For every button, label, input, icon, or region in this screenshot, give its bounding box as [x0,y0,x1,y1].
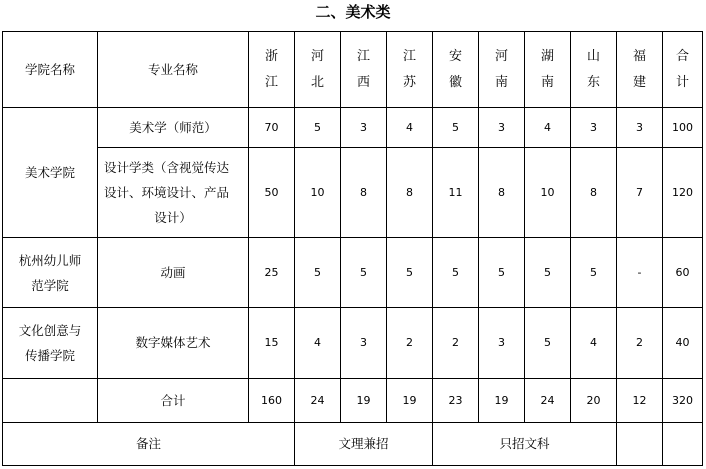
empty-cell [617,423,663,466]
table-row [3,308,703,379]
value-cell: 12 [617,379,663,423]
major-cell: 动画 [98,238,249,308]
header-province: 河 南 [479,32,525,108]
value-cell: 5 [525,308,571,379]
value-cell: 19 [387,379,433,423]
value-cell: 70 [249,108,295,148]
header-province: 安 徽 [433,32,479,108]
value-cell: 23 [433,379,479,423]
value-cell: 3 [479,108,525,148]
empty-cell [663,423,703,466]
value-cell: 3 [571,108,617,148]
total-row [3,379,703,423]
value-cell: 4 [295,308,341,379]
total-cell: 120 [663,148,703,238]
notes-arts-science: 文理兼招 [295,423,433,466]
major-cell: 美术学（师范） [98,108,249,148]
header-college: 学院名称 [3,32,98,108]
value-cell: 8 [341,148,387,238]
total-cell: 40 [663,308,703,379]
total-label: 合计 [98,379,249,423]
value-cell: 24 [295,379,341,423]
enrollment-table [2,31,703,466]
value-cell: 24 [525,379,571,423]
notes-label: 备注 [3,423,295,466]
value-cell: 7 [617,148,663,238]
value-cell: 8 [387,148,433,238]
header-province: 福 建 [617,32,663,108]
table-row [3,238,703,308]
value-cell: 19 [479,379,525,423]
header-province: 浙 江 [249,32,295,108]
value-cell: 2 [387,308,433,379]
value-cell: 3 [617,108,663,148]
empty-cell [3,379,98,423]
value-cell: 5 [571,238,617,308]
value-cell: 5 [387,238,433,308]
value-cell: 20 [571,379,617,423]
value-cell: 5 [525,238,571,308]
header-province: 江 苏 [387,32,433,108]
college-cell: 文化创意与 传播学院 [3,308,98,379]
total-cell: 60 [663,238,703,308]
college-cell: 杭州幼儿师 范学院 [3,238,98,308]
value-cell: 15 [249,308,295,379]
table-row [3,148,703,238]
header-province: 河 北 [295,32,341,108]
value-cell: 5 [295,238,341,308]
notes-arts-only: 只招文科 [433,423,617,466]
value-cell: 3 [341,308,387,379]
header-total: 合 计 [663,32,703,108]
value-cell: 10 [525,148,571,238]
value-cell: 3 [341,108,387,148]
header-row [3,32,703,108]
value-cell: 19 [341,379,387,423]
value-cell: 8 [479,148,525,238]
value-cell: 5 [433,108,479,148]
page-title: 二、美术类 [315,3,391,21]
value-cell: 4 [387,108,433,148]
value-cell: 5 [433,238,479,308]
total-cell: 100 [663,108,703,148]
value-cell: 4 [571,308,617,379]
value-cell: 8 [571,148,617,238]
header-province: 山 东 [571,32,617,108]
value-cell: 5 [295,108,341,148]
value-cell: 10 [295,148,341,238]
college-cell: 美术学院 [3,108,98,238]
notes-row [3,423,703,466]
value-cell: 3 [479,308,525,379]
value-cell: 5 [479,238,525,308]
total-cell: 320 [663,379,703,423]
value-cell: 2 [433,308,479,379]
header-major: 专业名称 [98,32,249,108]
value-cell: 25 [249,238,295,308]
value-cell: 2 [617,308,663,379]
value-cell: 11 [433,148,479,238]
major-cell: 设计学类（含视觉传达 设计、环境设计、产品 设计） [98,148,249,238]
value-cell: 160 [249,379,295,423]
value-cell: 50 [249,148,295,238]
value-cell: 4 [525,108,571,148]
header-province: 湖 南 [525,32,571,108]
header-province: 江 西 [341,32,387,108]
value-cell: - [617,238,663,308]
value-cell: 5 [341,238,387,308]
table-row [3,108,703,148]
major-cell: 数字媒体艺术 [98,308,249,379]
